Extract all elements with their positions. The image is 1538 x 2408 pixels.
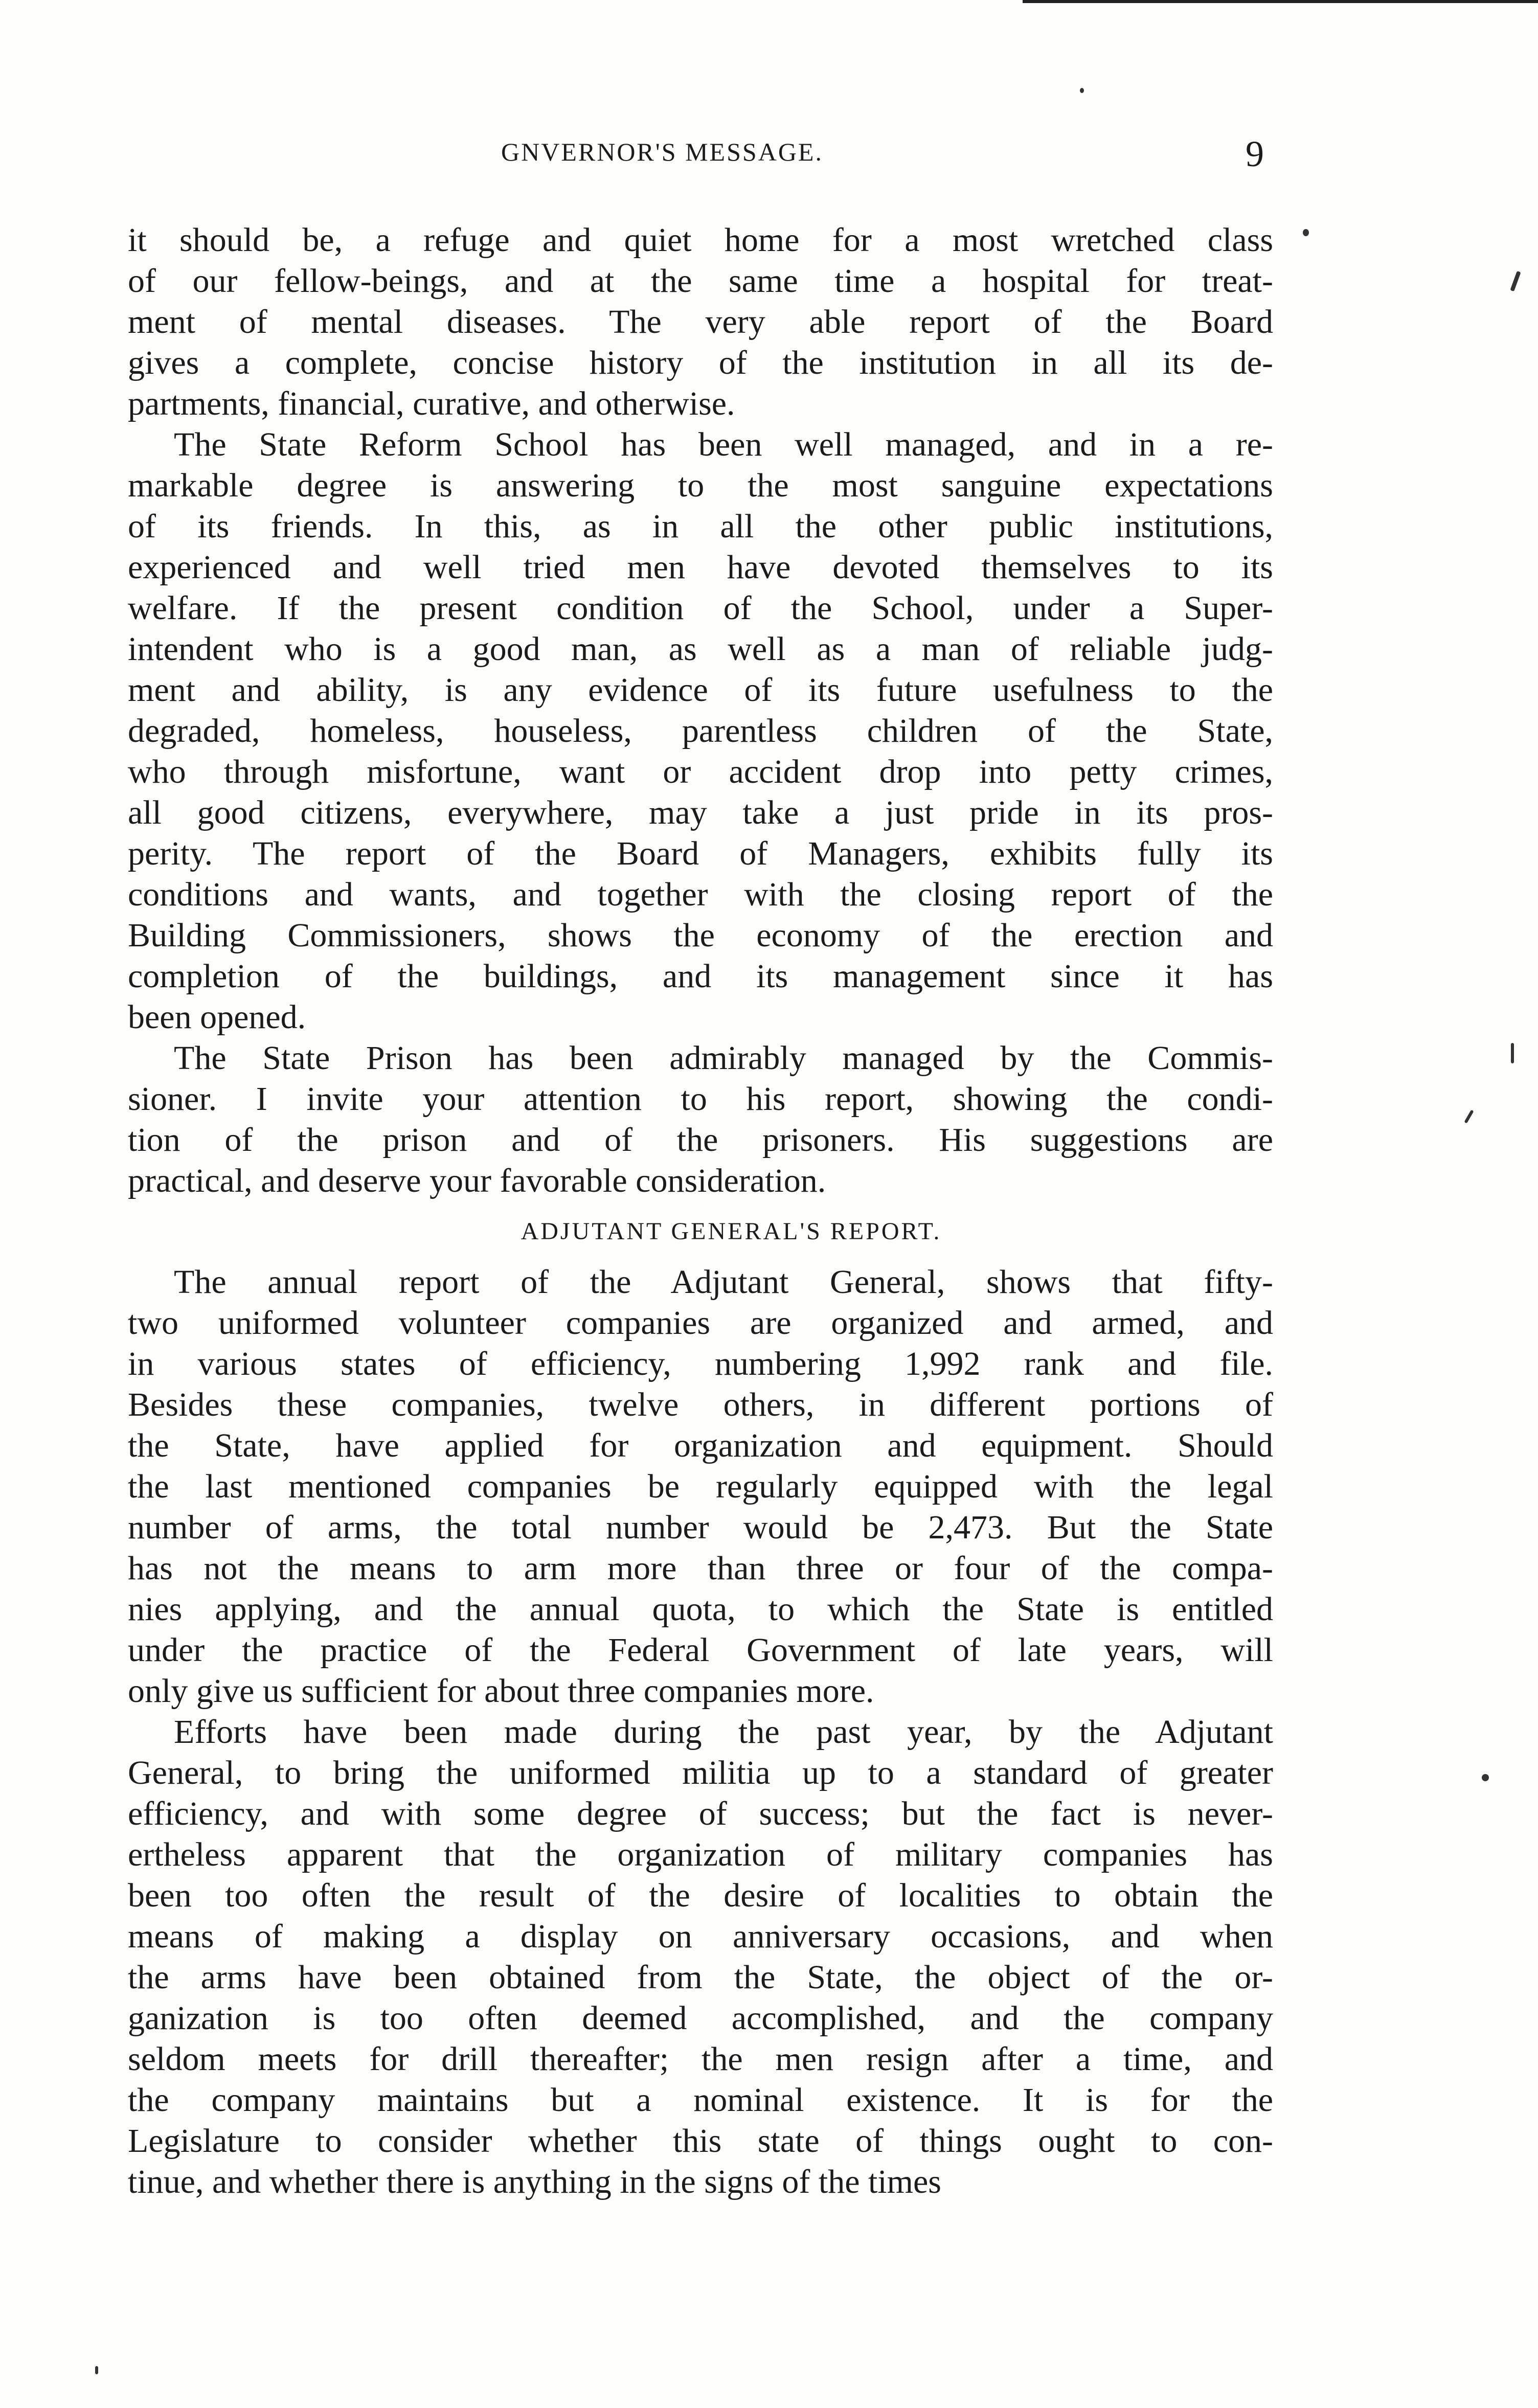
scan-speck: [1482, 1774, 1489, 1781]
scan-mark: [1511, 1043, 1514, 1063]
section-heading: ADJUTANT GENERAL'S REPORT.: [521, 1218, 942, 1245]
text-line: gives a complete, concise history of the institution in all its de-: [128, 344, 1273, 381]
text-line: perity. The report of the Board of Managers, exhibits fully its: [128, 835, 1273, 872]
text-line: The State Prison has been admirably managed by the Commis-: [174, 1039, 1273, 1077]
text-line: nies applying, and the annual quota, to which the State is entitled: [128, 1591, 1273, 1628]
text-line: all good citizens, everywhere, may take a just pride in its pros-: [128, 794, 1273, 831]
text-line: the company maintains but a nominal existence. It is for the: [128, 2081, 1273, 2119]
text-line: ganization is too often deemed accomplished, and the company: [128, 2000, 1273, 2037]
text-line: seldom meets for drill thereafter; the men resign after a time, and: [128, 2040, 1273, 2078]
text-line: means of making a display on anniversary occasions, and when: [128, 1918, 1273, 1955]
text-line: Legislature to consider whether this state of things ought to con-: [128, 2122, 1273, 2160]
text-line: The annual report of the Adjutant General, shows that fifty-: [174, 1263, 1273, 1301]
text-line: been opened.: [128, 998, 306, 1036]
text-line: of our fellow-beings, and at the same time a hospital for treat-: [128, 262, 1273, 300]
page-number: 9: [1246, 133, 1264, 174]
text-line: under the practice of the Federal Government of late years, will: [128, 1631, 1273, 1669]
scan-mark: [95, 2366, 98, 2374]
text-line: experienced and well tried men have devoted themselves to its: [128, 549, 1273, 586]
paragraph: [128, 1712, 1273, 2202]
text-line: The State Reform School has been well managed, and in a re-: [174, 426, 1273, 463]
scan-speck: [1303, 229, 1309, 236]
paragraph: [128, 1038, 1273, 1201]
text-line: efficiency, and with some degree of success; but the fact is never-: [128, 1795, 1273, 1832]
text-line: two uniformed volunteer companies are organized and armed, and: [128, 1304, 1273, 1342]
text-line: completion of the buildings, and its management since it has: [128, 958, 1273, 995]
text-line: ment and ability, is any evidence of its future usefulness to the: [128, 671, 1273, 709]
text-line: the last mentioned companies be regularly equipped with the legal: [128, 1468, 1273, 1505]
paragraph: [128, 1262, 1273, 1712]
text-line: ment of mental diseases. The very able report of the Board: [128, 303, 1273, 340]
page-header: [0, 133, 1538, 178]
paragraphs-before-heading: [128, 220, 1273, 1201]
text-line: been too often the result of the desire of localities to obtain the: [128, 1877, 1273, 1914]
text-line: it should be, a refuge and quiet home for a most wretched class: [128, 221, 1273, 259]
body-text: [128, 220, 1273, 2202]
text-line: welfare. If the present condition of the School, under a Super-: [128, 589, 1273, 627]
text-line: in various states of efficiency, numbering 1,992 rank and file.: [128, 1345, 1273, 1382]
scan-mark: [1464, 1109, 1474, 1123]
text-line: degraded, homeless, houseless, parentless children of the State,: [128, 712, 1273, 749]
text-line: Besides these companies, twelve others, in different portions of: [128, 1386, 1273, 1423]
text-line: the arms have been obtained from the State, the object of the or-: [128, 1959, 1273, 1996]
text-line: General, to bring the uniformed militia up to a standard of greater: [128, 1754, 1273, 1791]
text-line: practical, and deserve your favorable consideration.: [128, 1162, 826, 1199]
scan-mark: [1510, 271, 1521, 291]
text-line: intendent who is a good man, as well as a man of reliable judg-: [128, 630, 1273, 668]
text-line: Building Commissioners, shows the economy of the erection and: [128, 917, 1273, 954]
paragraphs-after-heading: [128, 1262, 1273, 2202]
text-line: has not the means to arm more than three or four of the compa-: [128, 1550, 1273, 1587]
scan-speck: [1080, 88, 1084, 93]
text-line: tinue, and whether there is anything in the signs of the times: [128, 2163, 941, 2200]
text-line: sioner. I invite your attention to his report, showing the condi-: [128, 1080, 1273, 1118]
text-line: Efforts have been made during the past year, by the Adjutant: [174, 1713, 1273, 1751]
paragraph: [128, 424, 1273, 1038]
running-title: GNVERNOR'S MESSAGE.: [501, 138, 823, 166]
text-line: partments, financial, curative, and otherwise.: [128, 385, 735, 422]
text-line: the State, have applied for organization and equipment. Should: [128, 1427, 1273, 1464]
text-line: tion of the prison and of the prisoners. His suggestions are: [128, 1121, 1273, 1158]
text-line: who through misfortune, want or accident drop into petty crimes,: [128, 753, 1273, 790]
paragraph: [128, 220, 1273, 424]
text-line: conditions and wants, and together with the closing report of the: [128, 876, 1273, 913]
text-line: of its friends. In this, as in all the other public institutions,: [128, 508, 1273, 545]
top-edge-rule: [1023, 0, 1538, 3]
text-line: only give us sufficient for about three companies more.: [128, 1672, 874, 1710]
text-line: number of arms, the total number would be 2,473. But the State: [128, 1509, 1273, 1546]
text-line: ertheless apparent that the organization of military companies has: [128, 1836, 1273, 1873]
text-line: markable degree is answering to the most sanguine expectations: [128, 467, 1273, 504]
